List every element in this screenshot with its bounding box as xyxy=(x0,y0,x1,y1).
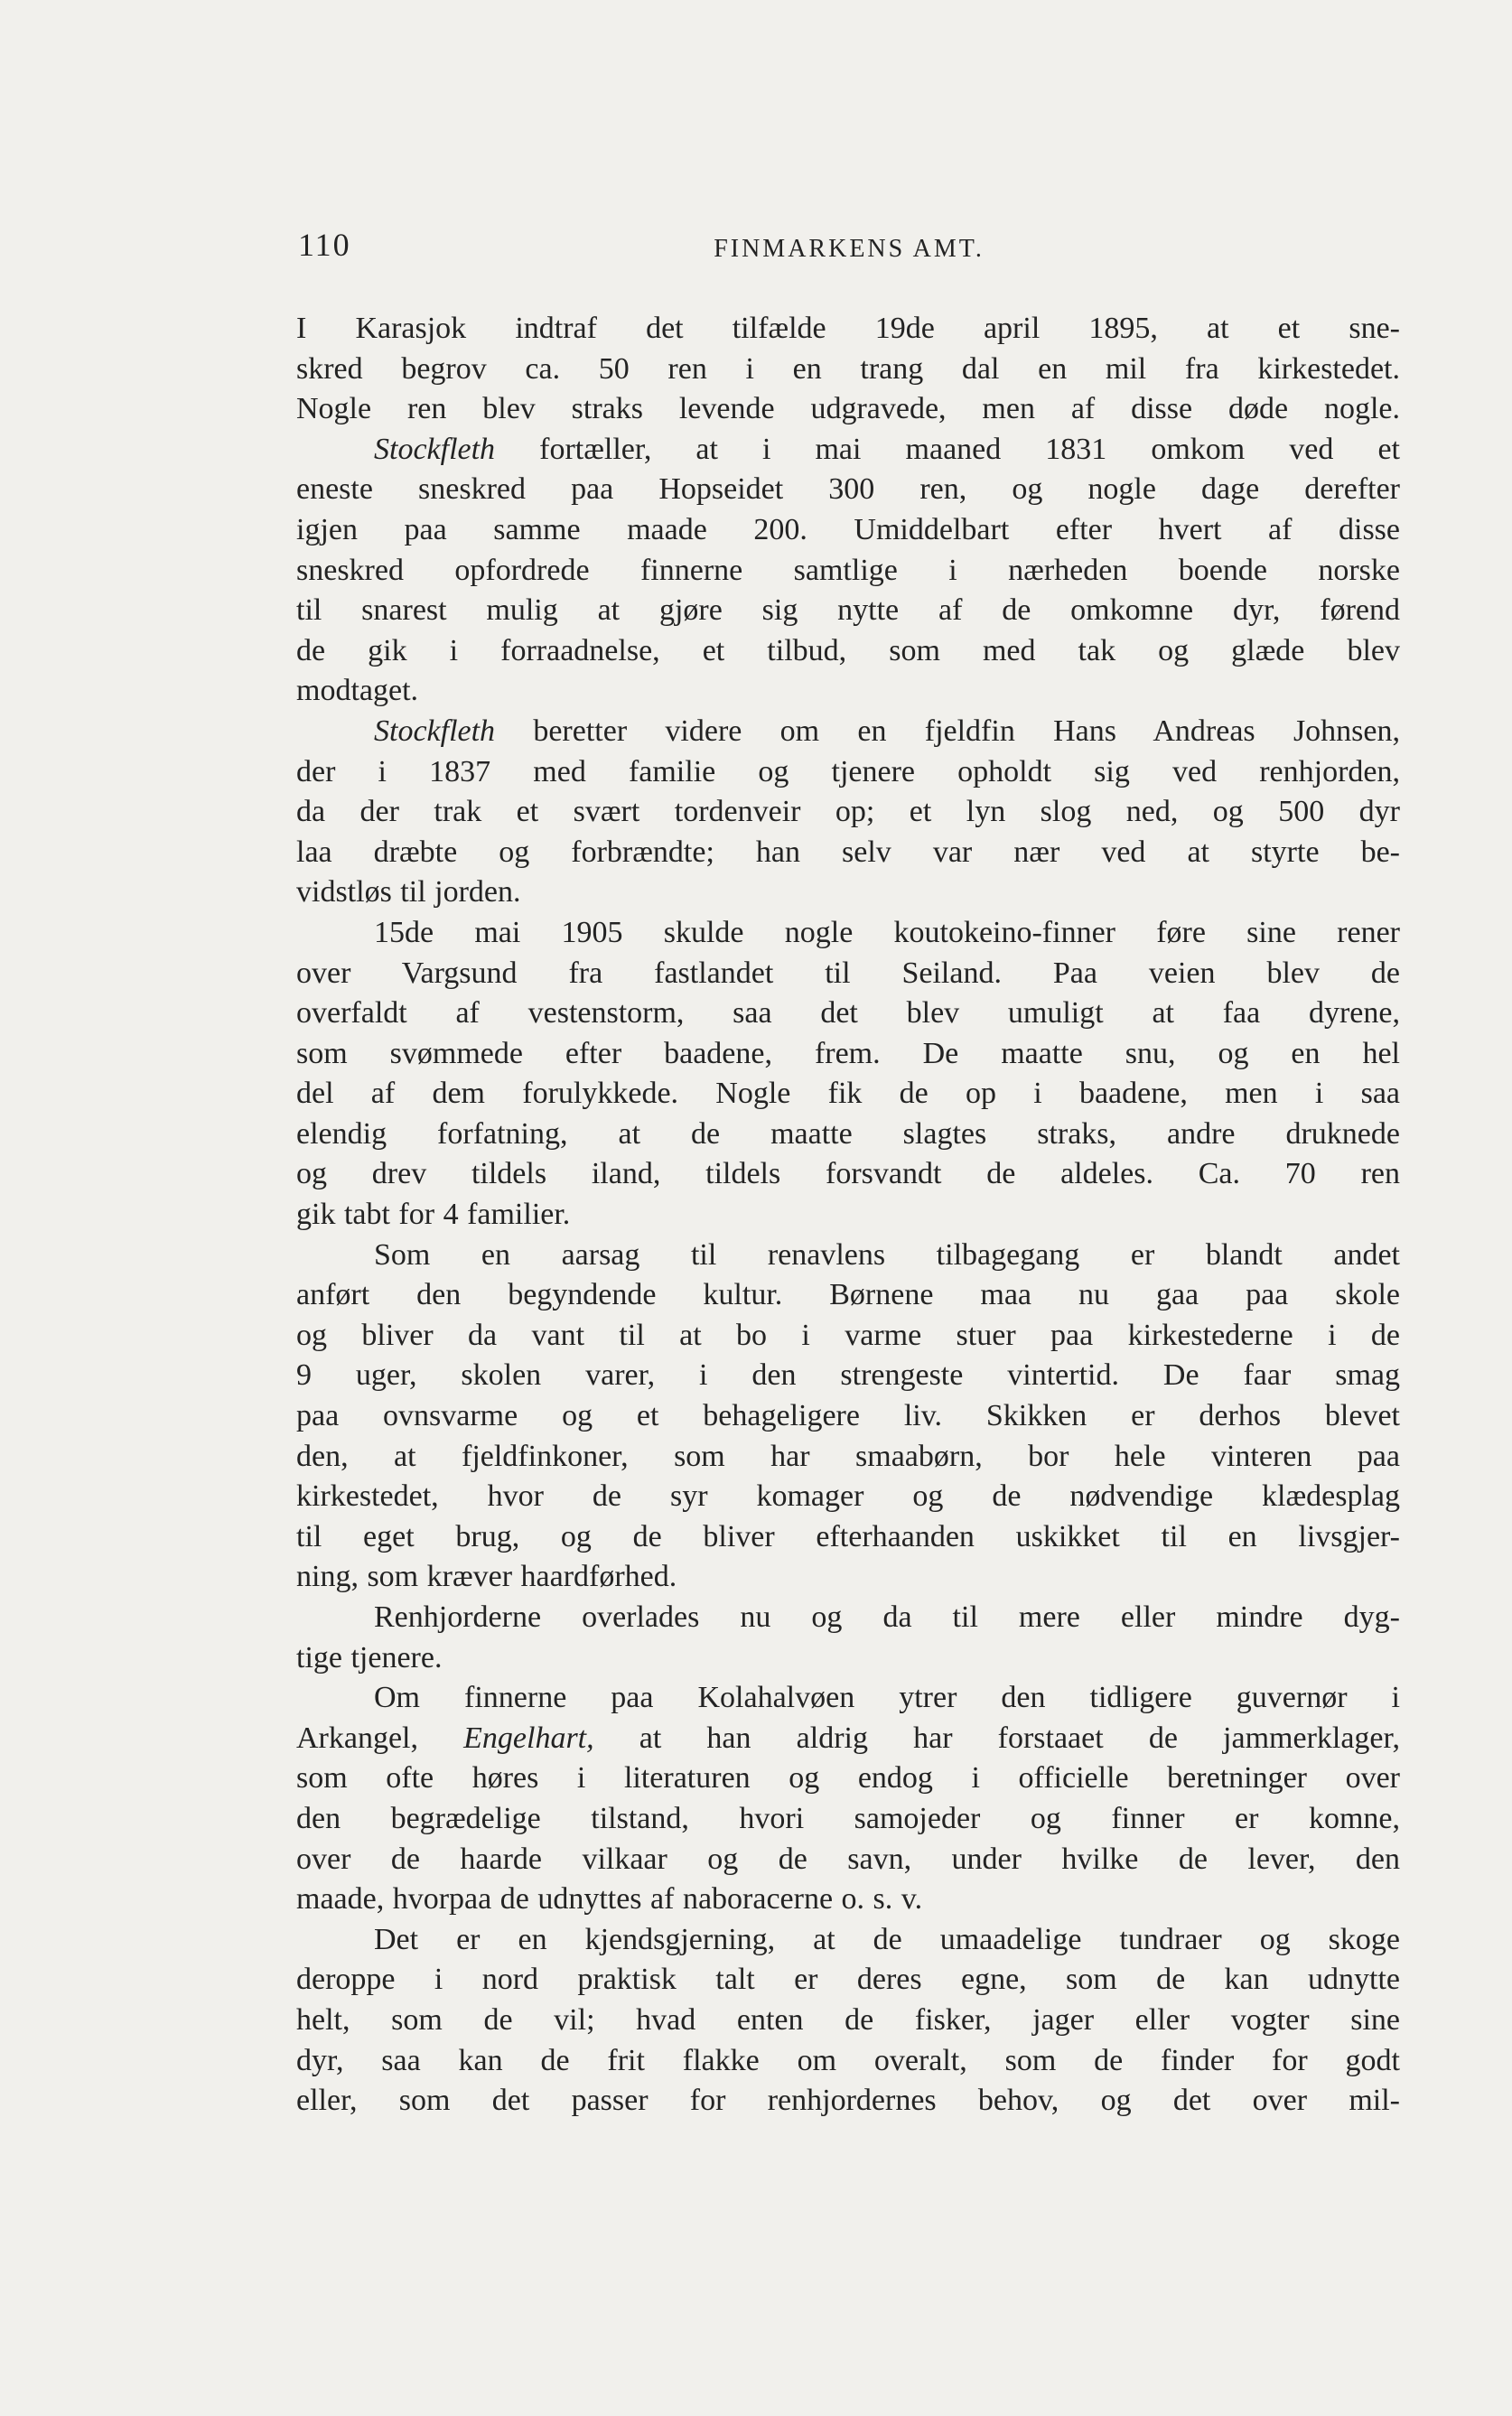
text-line xyxy=(296,1316,1400,1357)
text-segment: 9 uger, skolen varer, i den strengeste vintertid. De faar smag xyxy=(296,1358,1400,1393)
text-line xyxy=(296,792,1400,833)
text-line xyxy=(296,993,1400,1034)
italic-name: Stockfleth xyxy=(374,714,496,748)
text-segment: Om finnerne paa Kolahalvøen ytrer den tidligere guvernør i xyxy=(374,1681,1400,1715)
text-line xyxy=(296,1880,1400,1920)
text-line xyxy=(296,1840,1400,1880)
text-line xyxy=(296,913,1400,954)
text-segment: ning, som kræver haardførhed. xyxy=(296,1560,677,1594)
text-segment: dyr, saa kan de frit flakke om overalt, som de finder for godt xyxy=(296,2043,1400,2077)
text-line xyxy=(296,1115,1400,1155)
text-segment: og drev tildels iland, tildels forsvandt de aldeles. Ca. 70 ren xyxy=(296,1157,1400,1191)
text-line xyxy=(296,1719,1400,1759)
text-line xyxy=(296,872,1400,913)
text-segment: da der trak et svært tordenveir op; et lyn slog ned, og 500 dyr xyxy=(296,795,1400,829)
text-line xyxy=(296,1638,1400,1679)
text-segment: over de haarde vilkaar og de savn, under hvilke de lever, den xyxy=(296,1842,1400,1876)
text-line xyxy=(296,1477,1400,1517)
text-segment: som ofte høres i literaturen og endog i officielle beretninger over xyxy=(296,1761,1400,1796)
text-segment: vidstløs til jorden. xyxy=(296,875,521,909)
text-segment: elendig forfatning, at de maatte slagtes straks, andre druknede xyxy=(296,1116,1400,1151)
text-line xyxy=(296,1034,1400,1075)
text-segment: at han aldrig har forstaaet de jammerklager, xyxy=(593,1721,1400,1755)
text-line xyxy=(296,1437,1400,1478)
body-text xyxy=(296,309,1400,2122)
running-title: FINMARKENS AMT. xyxy=(714,235,985,263)
text-line xyxy=(296,2041,1400,2082)
text-segment: Det er en kjendsgjerning, at de umaadelige tundraer og skoge xyxy=(374,1922,1400,1956)
text-segment: som svømmede efter baadene, frem. De maatte snu, og en hel xyxy=(296,1036,1400,1070)
text-line xyxy=(296,631,1400,672)
text-segment: I Karasjok indtraf det tilfælde 19de april 1895, at et sne- xyxy=(296,312,1400,345)
text-segment: gik tabt for 4 familier. xyxy=(296,1198,571,1232)
text-segment: anført den begyndende kultur. Børnene maa nu gaa paa skole xyxy=(296,1278,1400,1312)
text-segment: sneskred opfordrede finnerne samtlige i nærheden boende norske xyxy=(296,553,1400,587)
text-segment: fortæller, at i mai maaned 1831 omkom ved et xyxy=(495,432,1400,466)
text-segment: eller, som det passer for renhjordernes behov, og det over mil- xyxy=(296,2084,1400,2118)
text-segment: eneste sneskred paa Hopseidet 300 ren, og nogle dage derefter xyxy=(296,472,1400,507)
text-line xyxy=(296,954,1400,994)
text-line xyxy=(296,1960,1400,2001)
text-segment: paa ovnsvarme og et behageligere liv. Skikken er derhos blevet xyxy=(296,1399,1400,1433)
text-segment: modtaget. xyxy=(296,674,419,708)
italic-name: Engelhart, xyxy=(463,1721,594,1755)
text-segment: der i 1837 med familie og tjenere opholdt sig ved renhjorden, xyxy=(296,754,1400,788)
text-line xyxy=(296,1396,1400,1437)
text-line xyxy=(296,1758,1400,1799)
text-segment: den, at fjeldfinkoner, som har smaabørn, bor hele vinteren paa xyxy=(296,1439,1400,1473)
text-segment: beretter videre om en fjeldfin Hans Andreas Johnsen, xyxy=(495,714,1400,748)
text-line xyxy=(296,2081,1400,2122)
page-header xyxy=(298,226,1400,271)
text-line xyxy=(296,2001,1400,2041)
text-line xyxy=(296,1598,1400,1638)
text-line xyxy=(296,1920,1400,1961)
text-line xyxy=(296,551,1400,592)
text-segment: overfaldt af vestenstorm, saa det blev umuligt at faa dyrene, xyxy=(296,996,1400,1031)
text-segment: over Vargsund fra fastlandet til Seiland. Paa veien blev de xyxy=(296,956,1400,990)
text-segment: de gik i forraadnelse, et tilbud, som med tak og glæde blev xyxy=(296,633,1400,667)
text-segment: laa dræbte og forbrændte; han selv var nær ved at styrte be- xyxy=(296,835,1400,869)
text-segment: Renhjorderne overlades nu og da til mere eller mindre dyg- xyxy=(374,1600,1400,1634)
text-line xyxy=(296,309,1400,350)
text-segment: og bliver da vant til at bo i varme stuer paa kirkestederne i de xyxy=(296,1318,1400,1352)
text-line xyxy=(296,510,1400,551)
page-number: 110 xyxy=(298,227,351,263)
text-segment: tige tjenere. xyxy=(296,1640,443,1674)
text-line xyxy=(296,752,1400,793)
italic-name: Stockfleth xyxy=(374,432,496,466)
text-segment: til snarest mulig at gjøre sig nytte af de omkomne dyr, førend xyxy=(296,593,1400,628)
text-line xyxy=(296,833,1400,873)
text-line xyxy=(296,1236,1400,1276)
text-segment: del af dem forulykkede. Nogle fik de op i baadene, men i saa xyxy=(296,1077,1400,1111)
text-segment: kirkestedet, hvor de syr komager og de nødvendige klædesplag xyxy=(296,1479,1400,1514)
text-line xyxy=(296,1195,1400,1236)
text-segment: maade, hvorpaa de udnyttes af naboracerne o. s. v. xyxy=(296,1882,923,1917)
text-line xyxy=(296,1154,1400,1195)
text-segment: Som en aarsag til renavlens tilbagegang er blandt andet xyxy=(374,1237,1400,1272)
text-segment: 15de mai 1905 skulde nogle koutokeino-finner føre sine rener xyxy=(374,915,1400,949)
text-line xyxy=(296,1678,1400,1719)
text-segment: helt, som de vil; hvad enten de fisker, jager eller vogter sine xyxy=(296,2002,1400,2037)
text-line xyxy=(296,591,1400,631)
text-line xyxy=(296,350,1400,390)
text-line xyxy=(296,1356,1400,1396)
text-line xyxy=(296,1799,1400,1840)
text-line xyxy=(296,470,1400,510)
text-line xyxy=(296,1557,1400,1598)
text-line xyxy=(296,1074,1400,1115)
text-segment: den begrædelige tilstand, hvori samojeder og finner er komne, xyxy=(296,1801,1400,1835)
text-line xyxy=(296,430,1400,471)
text-line xyxy=(296,712,1400,752)
text-segment: skred begrov ca. 50 ren i en trang dal en mil fra kirkestedet. xyxy=(296,351,1400,386)
text-segment: til eget brug, og de bliver efterhaanden uskikket til en livsgjer- xyxy=(296,1519,1400,1553)
text-segment: Arkangel, xyxy=(296,1721,464,1755)
text-segment: igjen paa samme maade 200. Umiddelbart efter hvert af disse xyxy=(296,512,1400,546)
text-line xyxy=(296,389,1400,430)
text-segment: Nogle ren blev straks levende udgravede, men af disse døde nogle. xyxy=(296,392,1400,426)
text-segment: deroppe i nord praktisk talt er deres egne, som de kan udnytte xyxy=(296,1963,1400,1997)
text-line xyxy=(296,1517,1400,1558)
text-line xyxy=(296,671,1400,712)
text-line xyxy=(296,1275,1400,1316)
